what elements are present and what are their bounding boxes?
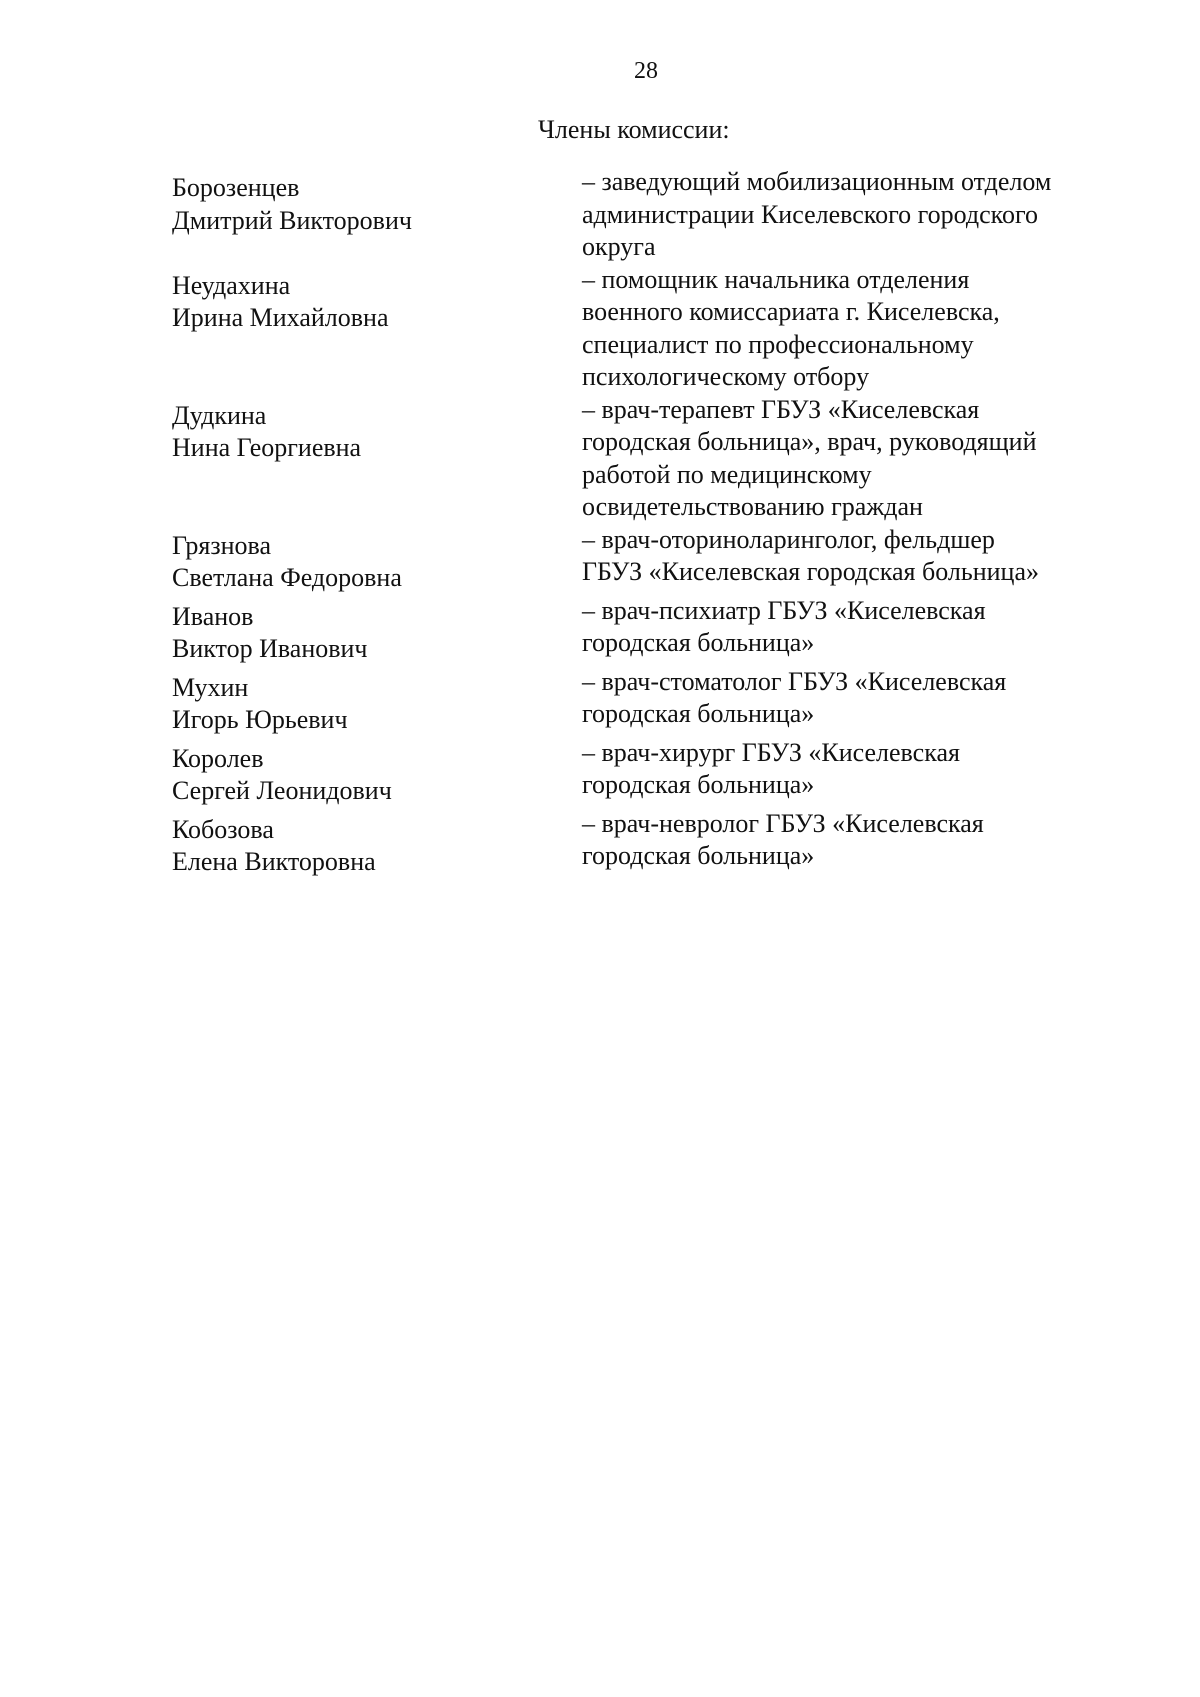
member-role-line: ГБУЗ «Киселевская городская больница» bbox=[582, 557, 1039, 586]
member-role-line: городская больница» bbox=[582, 770, 815, 799]
member-name bbox=[172, 808, 582, 879]
member-name bbox=[172, 595, 582, 666]
member-given-names: Игорь Юрьевич bbox=[172, 705, 348, 734]
member-name bbox=[172, 666, 582, 737]
member-row bbox=[172, 394, 1112, 524]
member-role bbox=[582, 666, 1112, 731]
member-row bbox=[172, 595, 1112, 666]
member-name bbox=[172, 524, 582, 595]
member-role-line: – врач-стоматолог ГБУЗ «Киселевская bbox=[582, 666, 1007, 696]
member-role-line: – заведующий мобилизационным отделом bbox=[582, 167, 1052, 196]
member-role-line: – врач-психиатр ГБУЗ «Киселевская bbox=[582, 595, 986, 625]
member-surname: Борозенцев bbox=[172, 173, 300, 202]
member-role-line: – помощник начальника отделения bbox=[582, 264, 970, 294]
member-role-line: освидетельствованию граждан bbox=[582, 492, 923, 521]
member-role bbox=[582, 595, 1112, 660]
member-row bbox=[172, 166, 1112, 264]
member-role-line: психологическому отбору bbox=[582, 362, 870, 391]
member-row bbox=[172, 264, 1112, 394]
member-surname: Дудкина bbox=[172, 400, 267, 430]
member-role-line: городская больница» bbox=[582, 699, 815, 728]
member-role-line: – врач-хирург ГБУЗ «Киселевская bbox=[582, 737, 960, 767]
member-row bbox=[172, 808, 1112, 879]
member-role-line: администрации Киселевского городского bbox=[582, 199, 1038, 229]
member-name bbox=[172, 394, 582, 465]
member-name bbox=[172, 166, 582, 237]
member-surname: Мухин bbox=[172, 672, 249, 702]
member-row bbox=[172, 737, 1112, 808]
member-given-names: Нина Георгиевна bbox=[172, 433, 362, 462]
page-number: 28 bbox=[634, 58, 658, 84]
member-role-line: городская больница» bbox=[582, 628, 815, 657]
member-role-line: – врач-оториноларинголог, фельдшер bbox=[582, 524, 995, 554]
member-row bbox=[172, 524, 1112, 595]
section-title: Члены комиссии: bbox=[538, 115, 730, 144]
member-role-line: округа bbox=[582, 232, 656, 261]
member-role-line: городская больница» bbox=[582, 841, 815, 870]
member-role bbox=[582, 264, 1112, 394]
member-role-line: работой по медицинскому bbox=[582, 459, 872, 489]
member-role-line: – врач-терапевт ГБУЗ «Киселевская bbox=[582, 394, 980, 424]
member-role bbox=[582, 166, 1112, 264]
member-surname: Неудахина bbox=[172, 270, 291, 300]
member-name bbox=[172, 264, 582, 335]
member-role bbox=[582, 737, 1112, 802]
member-given-names: Дмитрий Викторович bbox=[172, 205, 412, 235]
member-role bbox=[582, 394, 1112, 524]
member-given-names: Светлана Федоровна bbox=[172, 563, 402, 592]
member-role-line: военного комиссариата г. Киселевска, bbox=[582, 297, 1000, 326]
member-surname: Кобозова bbox=[172, 814, 274, 844]
member-surname: Королев bbox=[172, 743, 264, 773]
member-given-names: Елена Викторовна bbox=[172, 847, 376, 876]
member-role-line: городская больница», врач, руководящий bbox=[582, 427, 1037, 456]
member-given-names: Сергей Леонидович bbox=[172, 776, 392, 805]
member-name bbox=[172, 737, 582, 808]
members-list bbox=[172, 166, 1112, 879]
member-role bbox=[582, 524, 1112, 589]
member-surname: Иванов bbox=[172, 601, 254, 631]
member-surname: Грязнова bbox=[172, 530, 272, 560]
member-role bbox=[582, 808, 1112, 873]
member-given-names: Ирина Михайловна bbox=[172, 303, 389, 332]
member-role-line: – врач-невролог ГБУЗ «Киселевская bbox=[582, 808, 984, 838]
member-given-names: Виктор Иванович bbox=[172, 634, 368, 663]
member-row bbox=[172, 666, 1112, 737]
member-role-line: специалист по профессиональному bbox=[582, 329, 974, 359]
